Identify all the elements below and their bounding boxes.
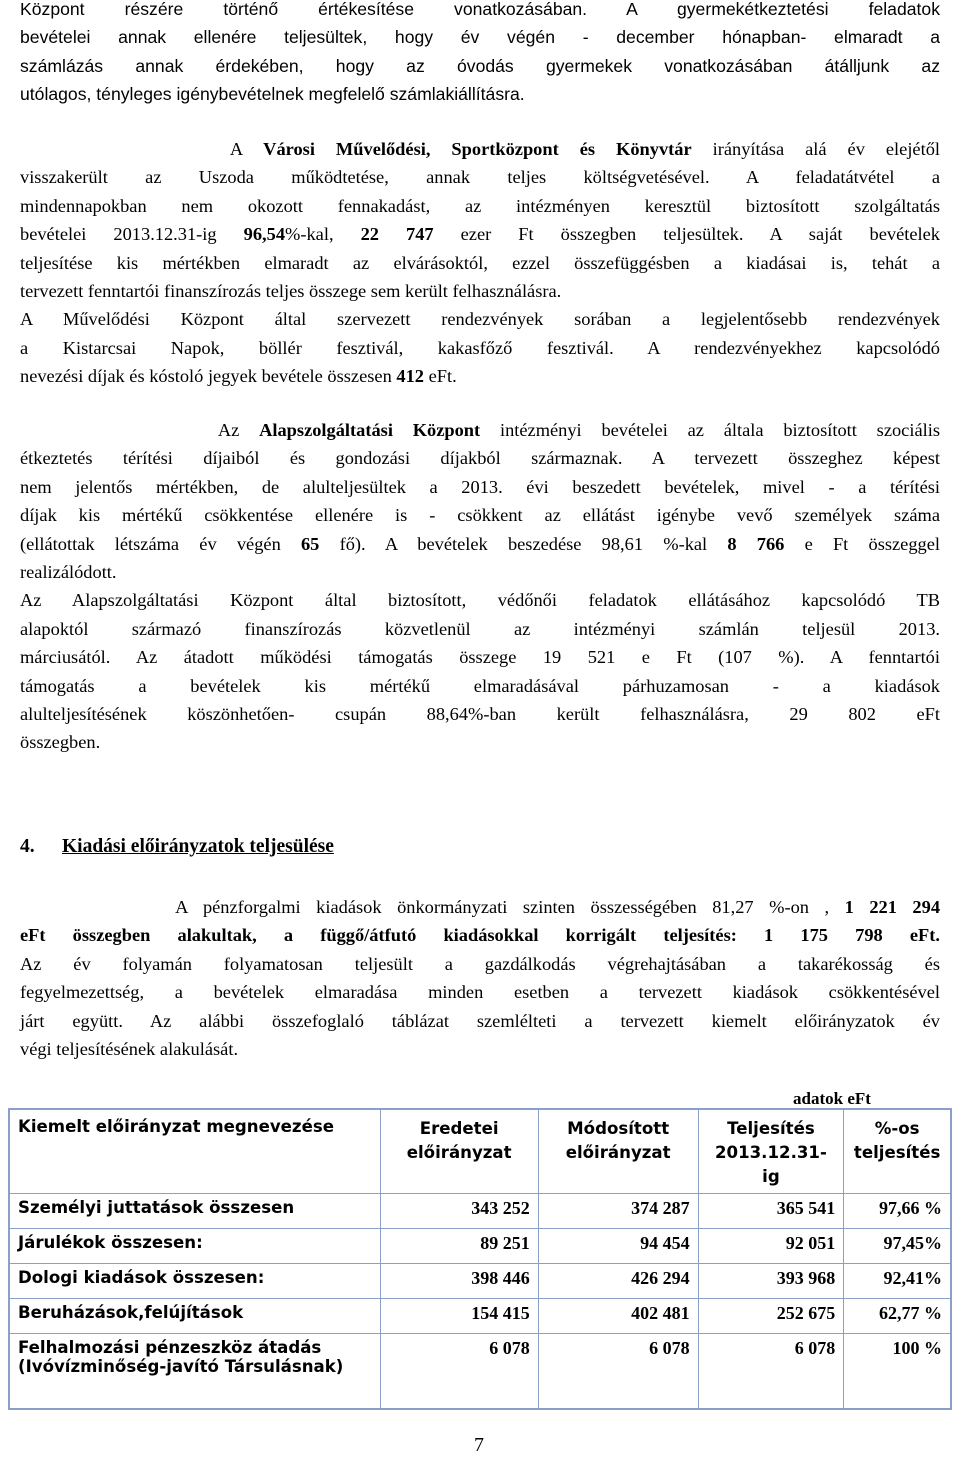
text-line: Az év folyamán folyamatosan teljesült a gazdálkodás végrehajtásában a takarékosság és xyxy=(20,953,940,974)
text-line: járt együtt. Az alábbi összefoglaló táblázat szemlélteti a tervezett kiemelt előirányzatok év xyxy=(20,1010,940,1031)
table-row xyxy=(9,1194,951,1229)
paragraph xyxy=(20,135,940,391)
row-actual: 92 051 xyxy=(698,1229,844,1264)
row-name: Beruházások,felújítások xyxy=(9,1299,380,1334)
section-number: 4. xyxy=(20,836,35,857)
paragraph xyxy=(20,416,940,757)
row-name: Járulékok összesen: xyxy=(9,1229,380,1264)
row-modified: 94 454 xyxy=(538,1229,698,1264)
text-line: márciusától. Az átadott működési támogatás összege 19 521 e Ft (107 %). A fenntartói xyxy=(20,647,940,668)
page-number: 7 xyxy=(474,1434,484,1456)
table-row xyxy=(9,1264,951,1299)
table-units-note: adatok eFt xyxy=(793,1089,871,1108)
row-actual: 393 968 xyxy=(698,1264,844,1299)
text-line: étkeztetés térítési díjaiból és gondozási díjakból származnak. A tervezett összeghez képest xyxy=(20,448,940,469)
header-modified: Módosított előirányzat xyxy=(538,1109,698,1194)
text-line: A pénzforgalmi kiadások önkormányzati szinten összességében 81,27 %-on , 1 221 294 xyxy=(20,897,941,917)
text-line: alulteljesítésének köszönhetően- csupán 88,64%-ban került felhasználásra, 29 802 eFt xyxy=(20,703,940,724)
text-line: mindennapokban nem okozott fennakadást, az intézményen keresztül biztosított szolgáltatás xyxy=(20,195,940,216)
row-modified: 6 078 xyxy=(538,1334,698,1410)
row-original: 154 415 xyxy=(380,1299,538,1334)
row-original: 343 252 xyxy=(380,1194,538,1229)
text-line: nevezési díjak és kóstoló jegyek bevétele összesen 412 eFt. xyxy=(20,366,457,387)
table-row xyxy=(9,1229,951,1264)
expenditure-table xyxy=(8,1108,952,1410)
text-line: Az Alapszolgáltatási Központ által biztosított, védőnői feladatok ellátásához kapcsolódó TB xyxy=(20,590,940,611)
text-line: támogatás a bevételek kis mértékű elmaradásával párhuzamosan - a kiadások xyxy=(20,675,940,696)
row-modified: 426 294 xyxy=(538,1264,698,1299)
row-original: 6 078 xyxy=(380,1334,538,1410)
text-line: utólagos, tényleges igénybevételnek megfelelő számlakiállításra. xyxy=(20,84,525,105)
text-line: fegyelmezettség, a bevételek elmaradása minden esetben a tervezett kiadások csökkentésével xyxy=(20,982,940,1003)
text-line: összegben. xyxy=(20,732,101,753)
row-percent: 100 % xyxy=(844,1334,951,1410)
header-name: Kiemelt előirányzat megnevezése xyxy=(9,1109,380,1194)
row-percent: 92,41% xyxy=(844,1264,951,1299)
row-actual: 252 675 xyxy=(698,1299,844,1334)
text-line: teljesítése kis mértékben elmaradt az elvárásoktól, ezzel összefüggésben a kiadásai is, tehát a xyxy=(20,252,940,273)
header-actual: Teljesítés 2013.12.31-ig xyxy=(698,1109,844,1194)
row-percent: 97,45% xyxy=(844,1229,951,1264)
row-actual: 365 541 xyxy=(698,1194,844,1229)
row-name: Személyi juttatások összesen xyxy=(9,1194,380,1229)
text-line: végi teljesítésének alakulását. xyxy=(20,1038,239,1059)
row-actual: 6 078 xyxy=(698,1334,844,1410)
text-line: díjak kis mértékű csökkentése ellenére is - csökkent az ellátást igénybe vevő személyek száma xyxy=(20,505,940,526)
row-modified: 402 481 xyxy=(538,1299,698,1334)
table-row xyxy=(9,1299,951,1334)
row-percent: 97,66 % xyxy=(844,1194,951,1229)
header-original: Eredetei előirányzat xyxy=(380,1109,538,1194)
text-line: nem jelentős mértékben, de alulteljesültek a 2013. évi beszedett bevételek, mivel - a térítési xyxy=(20,476,940,497)
row-name: Dologi kiadások összesen: xyxy=(9,1264,380,1299)
row-original: 398 446 xyxy=(380,1264,538,1299)
text-line: alapoktól származó finanszírozás közvetlenül az intézményi számlán teljesül 2013. xyxy=(20,618,940,639)
header-percent: %-os teljesítés xyxy=(844,1109,951,1194)
text-line: bevételei annak ellenére teljesültek, hogy év végén - december hónapban- elmaradt a xyxy=(20,27,940,48)
text-line: számlázás annak érdekében, hogy az óvodás gyermekek vonatkozásában átálljunk az xyxy=(20,55,940,76)
text-line: eFt összegben alakultak, a függő/átfutó kiadásokkal korrigált teljesítés: 1 175 798 eFt. xyxy=(20,925,940,946)
section-heading xyxy=(20,836,334,858)
text-line: A Művelődési Központ által szervezett rendezvények sorában a legjelentősebb rendezvények xyxy=(20,309,940,330)
text-line: realizálódott. xyxy=(20,561,117,582)
text-line: bevételei 2013.12.31-ig 96,54%-kal, 22 747 ezer Ft összegben teljesültek. A saját bevételek xyxy=(20,224,940,245)
text-line: tervezett fenntartói finanszírozás teljes összege sem került felhasználásra. xyxy=(20,280,562,301)
paragraph xyxy=(20,0,940,109)
text-line: Az Alapszolgáltatási Központ intézményi bevételei az általa biztosított szociális xyxy=(20,420,940,440)
text-line: (ellátottak létszáma év végén 65 fő). A bevételek beszedése 98,61 %-kal 8 766 e Ft összeggel xyxy=(20,533,940,554)
row-original: 89 251 xyxy=(380,1229,538,1264)
section-title: Kiadási előirányzatok teljesülése xyxy=(62,836,334,857)
paragraph xyxy=(20,893,940,1063)
text-line: A Városi Művelődési, Sportközpont és Könyvtár irányítása alá év elejétől xyxy=(20,139,941,159)
text-line: visszakerült az Uszoda működtetése, annak teljes költségvetésével. A feladatátvétel a xyxy=(20,167,940,188)
text-line: Központ részére történő értékesítése vonatkozásában. A gyermekétkeztetési feladatok xyxy=(20,0,940,19)
row-name: Felhalmozási pénzeszköz átadás (Ivóvízminőség-javító Társulásnak) xyxy=(9,1334,380,1410)
table-row xyxy=(9,1334,951,1410)
row-modified: 374 287 xyxy=(538,1194,698,1229)
text-line: a Kistarcsai Napok, böllér fesztivál, kakasfőző fesztivál. A rendezvényekhez kapcsolódó xyxy=(20,337,940,358)
table-header-row xyxy=(9,1109,951,1194)
row-percent: 62,77 % xyxy=(844,1299,951,1334)
